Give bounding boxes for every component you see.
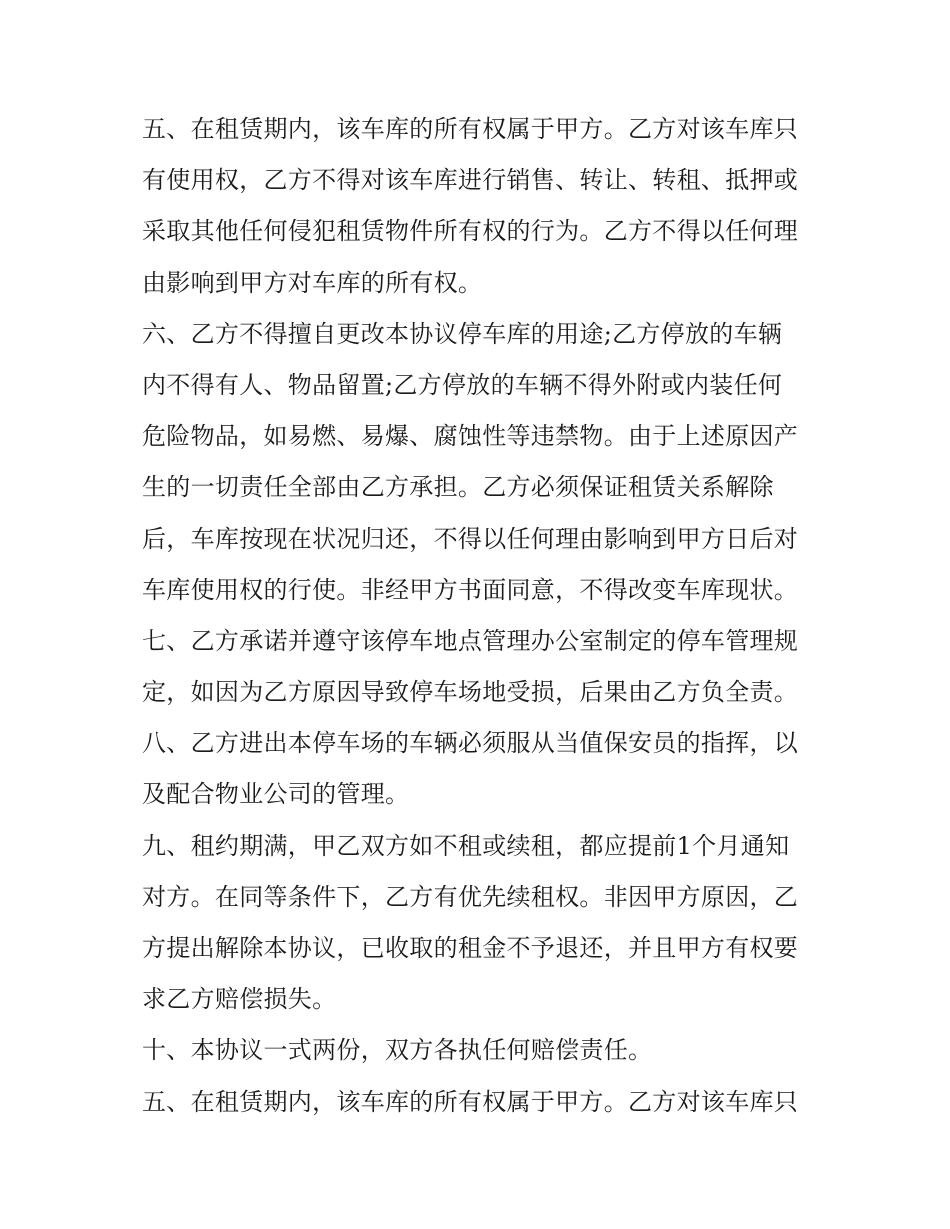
clause-6-line-5: 后，车库按现在状况归还，不得以任何理由影响到甲方日后对 [142, 524, 799, 553]
clause-6-line-3: 危险物品，如易燃、易爆、腐蚀性等违禁物。由于上述原因产 [142, 422, 799, 451]
clause-6-line-1: 六、乙方不得擅自更改本协议停车库的用途;乙方停放的车辆 [142, 319, 783, 348]
clause-5-line-3: 采取其他任何侵犯租赁物件所有权的行为。乙方不得以任何理 [142, 217, 799, 246]
clause-7-line-2: 定，如因为乙方原因导致停车场地受损，后果由乙方负全责。 [142, 678, 799, 707]
clause-5-line-1: 五、在租赁期内，该车库的所有权属于甲方。乙方对该车库只 [142, 115, 799, 143]
clause-9-line-2: 对方。在同等条件下，乙方有优先续租权。非因甲方原因，乙 [142, 882, 799, 911]
clause-5-repeat-line-1: 五、在租赁期内，该车库的所有权属于甲方。乙方对该车库只 [142, 1087, 799, 1116]
clause-8-line-2: 及配合物业公司的管理。 [142, 780, 410, 809]
clause-7-line-1: 七、乙方承诺并遵守该停车地点管理办公室制定的停车管理规 [142, 626, 799, 655]
document-body [142, 104, 814, 1128]
clause-9-line-4: 求乙方赔偿损失。 [142, 985, 337, 1014]
clause-9-line-3: 方提出解除本协议，已收取的租金不予退还，并且甲方有权要 [142, 934, 799, 962]
clause-8-line-1: 八、乙方进出本停车场的车辆必须服从当值保安员的指挥，以 [142, 729, 799, 758]
clause-6-line-6: 车库使用权的行使。非经甲方书面同意，不得改变车库现状。 [142, 575, 799, 604]
clause-6-line-4: 生的一切责任全部由乙方承担。乙方必须保证租赁关系解除 [142, 473, 774, 502]
clause-5-line-2: 有使用权，乙方不得对该车库进行销售、转让、转租、抵押或 [142, 166, 799, 195]
clause-6-line-2: 内不得有人、物品留置;乙方停放的车辆不得外附或内装任何 [142, 370, 783, 399]
clause-5-line-4: 由影响到甲方对车库的所有权。 [142, 268, 483, 297]
clause-10-line-1: 十、本协议一式两份，双方各执任何赔偿责任。 [142, 1036, 653, 1065]
clause-9-line-1: 九、租约期满，甲乙双方如不租或续租，都应提前1个月通知 [142, 831, 790, 860]
